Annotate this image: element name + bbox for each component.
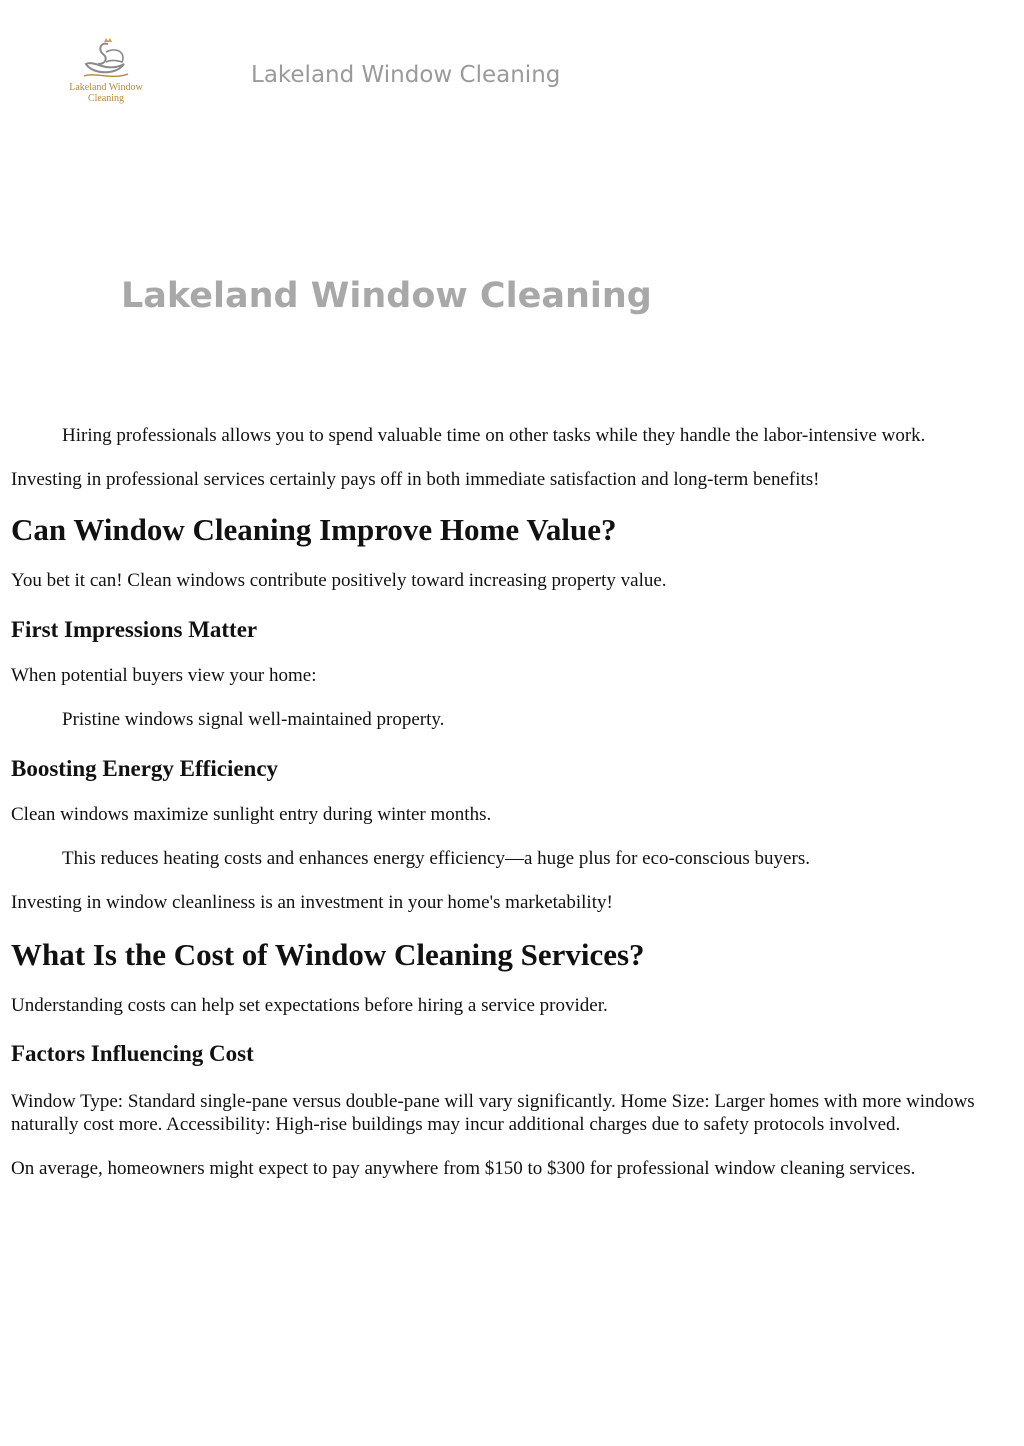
site-header bbox=[0, 0, 1024, 130]
paragraph-investing-professional: Investing in professional services certainly pays off in both immediate satisfaction and long-term benefits! bbox=[11, 469, 820, 490]
heading-first-impressions: First Impressions Matter bbox=[11, 617, 258, 642]
paragraph-cost-factors: Window Type: Standard single-pane versus double-pane will vary significantly. Home Size: Larger homes with more windows naturally cost more. Accessibility: High-rise buildings may incur additional charges due to safety protocols involved. bbox=[11, 1091, 975, 1135]
paragraph-marketability: Investing in window cleanliness is an investment in your home's marketability! bbox=[11, 892, 613, 913]
site-logo[interactable] bbox=[60, 38, 152, 110]
paragraph-hiring-professionals: Hiring professionals allows you to spend valuable time on other tasks while they handle the labor-intensive work. bbox=[62, 425, 926, 446]
paragraph-average-cost: On average, homeowners might expect to pay anywhere from $150 to $300 for professional window cleaning services. bbox=[11, 1158, 916, 1179]
heading-cost: What Is the Cost of Window Cleaning Services? bbox=[11, 937, 645, 972]
swan-logo-icon bbox=[78, 38, 134, 80]
site-name[interactable]: Lakeland Window Cleaning bbox=[251, 62, 561, 88]
paragraph-pristine-windows: Pristine windows signal well-maintained property. bbox=[62, 709, 445, 730]
heading-cost-factors: Factors Influencing Cost bbox=[11, 1041, 254, 1066]
paragraph-heating-costs: This reduces heating costs and enhances energy efficiency—a huge plus for eco-conscious buyers. bbox=[62, 848, 810, 869]
logo-text bbox=[60, 82, 152, 104]
logo-text-line1: Lakeland Window bbox=[69, 82, 143, 93]
paragraph-sunlight-entry: Clean windows maximize sunlight entry during winter months. bbox=[11, 804, 492, 825]
heading-home-value: Can Window Cleaning Improve Home Value? bbox=[11, 512, 617, 547]
paragraph-understanding-costs: Understanding costs can help set expectations before hiring a service provider. bbox=[11, 995, 608, 1016]
paragraph-you-bet: You bet it can! Clean windows contribute positively toward increasing property value. bbox=[11, 570, 667, 591]
heading-energy-efficiency: Boosting Energy Efficiency bbox=[11, 756, 279, 781]
paragraph-potential-buyers: When potential buyers view your home: bbox=[11, 665, 317, 686]
page-title: Lakeland Window Cleaning bbox=[121, 276, 652, 316]
logo-text-line2: Cleaning bbox=[87, 93, 125, 104]
article-body bbox=[11, 424, 1011, 1180]
